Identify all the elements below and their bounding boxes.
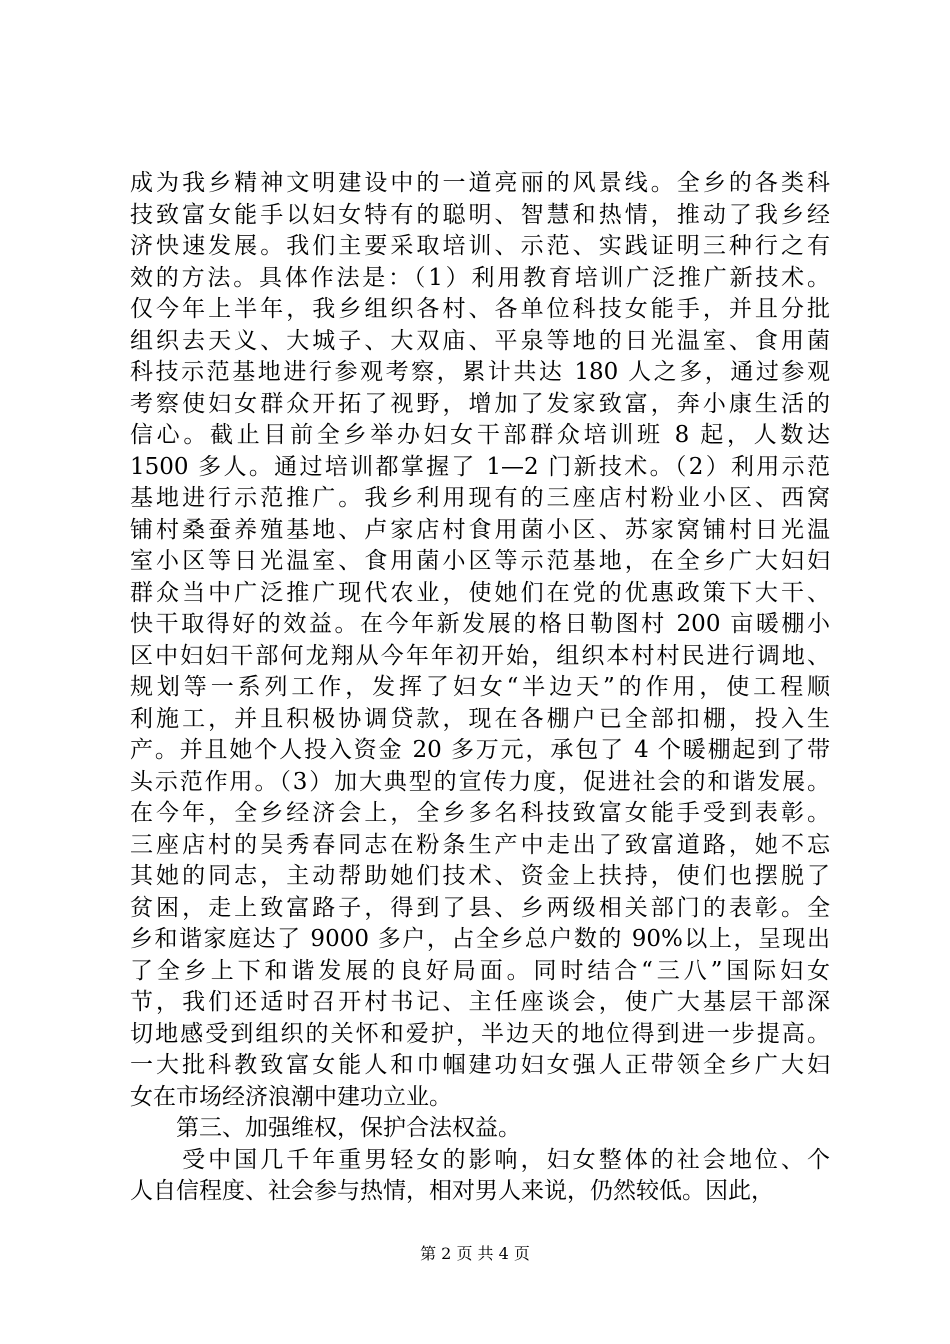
text-line: 成为我乡精神文明建设中的一道亮丽的风景线。全乡的各类科 bbox=[130, 170, 830, 196]
text-line: 节，我们还适时召开村书记、主任座谈会，使广大基层干部深 bbox=[130, 989, 830, 1015]
page-footer: 第 2 页 共 4 页 bbox=[420, 1244, 530, 1263]
text-line: 群众当中广泛推广现代农业，使她们在党的优惠政策下大干、 bbox=[130, 579, 830, 606]
text-line: 受中国几千年重男轻女的影响，妇女整体的社会地位、个 bbox=[130, 1146, 830, 1173]
text-line: 利施工，并且积极协调贷款，现在各棚户已全部扣棚，投入生 bbox=[130, 705, 830, 732]
text-line: 贫困，走上致富路子，得到了县、乡两级相关部门的表彰。全 bbox=[130, 894, 830, 921]
text-line: 组织去天义、大城子、大双庙、平泉等地的日光温室、食用菌 bbox=[130, 327, 830, 354]
text-line: 快干取得好的效益。在今年新发展的格日勒图村 200 亩暖棚小 bbox=[130, 611, 830, 637]
text-line: 其她的同志，主动帮助她们技术、资金上扶持，使们也摆脱了 bbox=[130, 863, 830, 889]
text-line: 第三、加强维权，保护合法权益。 bbox=[130, 1115, 521, 1141]
text-line: 乡和谐家庭达了 9000 多户，占全乡总户数的 90%以上，呈现出 bbox=[130, 926, 830, 952]
text-line: 技致富女能手以妇女特有的聪明、智慧和热情，推动了我乡经 bbox=[130, 201, 830, 228]
text-line: 了全乡上下和谐发展的良好局面。同时结合“三八”国际妇女 bbox=[130, 957, 830, 984]
text-line: 人自信程度、社会参与热情，相对男人来说，仍然较低。因此， bbox=[130, 1178, 774, 1204]
text-line: 产。并且她个人投入资金 20 多万元，承包了 4 个暖棚起到了带 bbox=[130, 737, 830, 763]
text-line: 一大批科教致富女能人和巾帼建功妇女强人正带领全乡广大妇 bbox=[130, 1052, 830, 1078]
text-line: 头示范作用。（3）加大典型的宣传力度，促进社会的和谐发展。 bbox=[130, 768, 830, 795]
text-line: 区中妇妇干部何龙翔从今年年初开始，组织本村村民进行调地、 bbox=[130, 642, 830, 669]
text-line: 切地感受到组织的关怀和爱护，半边天的地位得到进一步提高。 bbox=[130, 1020, 830, 1047]
text-line: 三座店村的吴秀春同志在粉条生产中走出了致富道路，她不忘 bbox=[130, 831, 830, 858]
text-line: 室小区等日光温室、食用菌小区等示范基地，在全乡广大妇妇 bbox=[130, 548, 830, 574]
text-line: 信心。截止目前全乡举办妇女干部群众培训班 8 起，人数达 bbox=[130, 422, 830, 448]
text-line: 科技示范基地进行参观考察，累计共达 180 人之多，通过参观 bbox=[130, 359, 830, 385]
text-line: 济快速发展。我们主要采取培训、示范、实践证明三种行之有 bbox=[130, 233, 830, 259]
text-line: 基地进行示范推广。我乡利用现有的三座店村粉业小区、西窝 bbox=[130, 485, 830, 511]
text-line: 1500 多人。通过培训都掌握了 1—2 门新技术。（2）利用示范 bbox=[130, 453, 830, 480]
text-line: 考察使妇女群众开拓了视野，增加了发家致富，奔小康生活的 bbox=[130, 390, 830, 417]
text-line: 规划等一系列工作，发挥了妇女“半边天”的作用，使工程顺 bbox=[130, 674, 830, 700]
document-body bbox=[130, 168, 830, 1208]
text-line: 在今年，全乡经济会上，全乡多名科技致富女能手受到表彰。 bbox=[130, 800, 830, 826]
text-line: 女在市场经济浪潮中建功立业。 bbox=[130, 1083, 452, 1110]
text-line: 铺村桑蚕养殖基地、卢家店村食用菌小区、苏家窝铺村日光温 bbox=[130, 516, 830, 543]
text-line: 效的方法。具体作法是：（1）利用教育培训广泛推广新技术。 bbox=[130, 264, 830, 291]
text-line: 仅今年上半年，我乡组织各村、各单位科技女能手，并且分批 bbox=[130, 296, 830, 322]
